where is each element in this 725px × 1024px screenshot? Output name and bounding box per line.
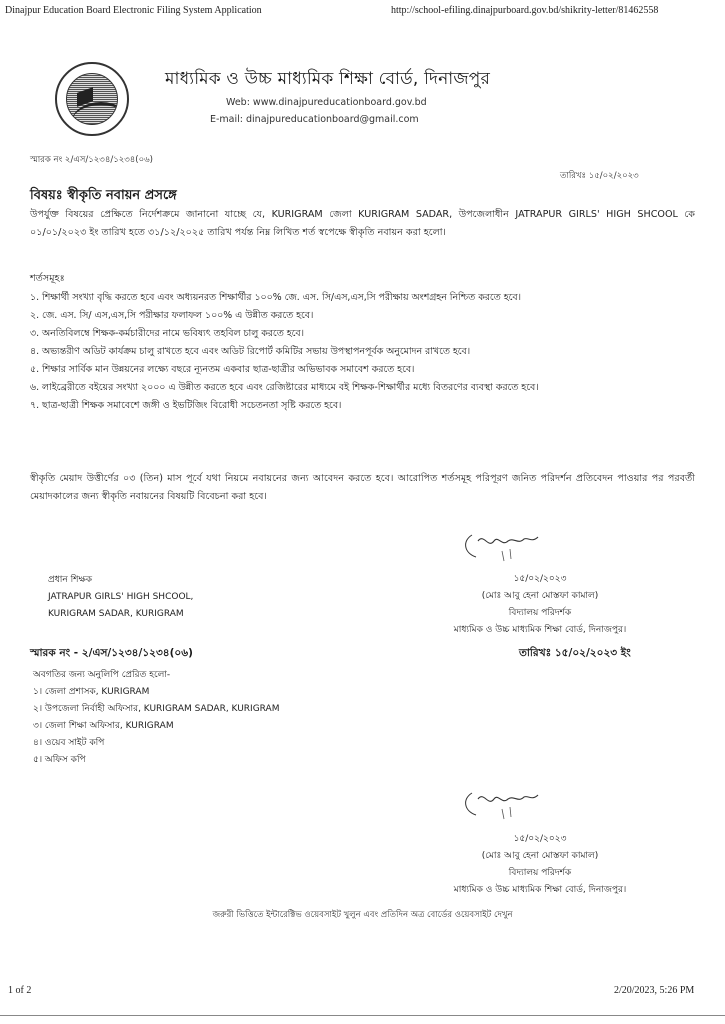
condition-item: ৩. অনতিবিলম্বে শিক্ষক-কর্মচারীদের নামে ভবিষ্যৎ তহবিল চালু করতে হবে। [30,328,304,339]
footer-note: জরুরী ভিত্তিতে ইন্টারেক্টিভ ওয়েবসাইট খুলুন এবং প্রতিদিন অত্র বোর্ডের ওয়েবসাইট দেখুন [212,910,513,920]
letter-date: তারিখঃ ১৫/০২/২০২৩ [560,171,639,181]
print-header-url[interactable]: http://school-efiling.dinajpurboard.gov.bd/shikrity-letter/81462558 [391,5,659,16]
copy-date: তারিখঃ ১৫/০২/২০২৩ ইং [519,647,631,659]
print-timestamp: 2/20/2023, 5:26 PM [614,985,695,996]
condition-item: ৪. অভ্যন্তরীণ অডিট কার্যক্রম চালু রাখতে হবে এবং অডিট রিপোর্ট কমিটির সভায় উপস্থাপনপূর্বক অনুমোদন রাখতে হবে। [30,346,471,357]
recipient-title: প্রধান শিক্ষক [48,575,93,585]
signatory-designation: বিদ্যালয় পরিদর্শক [508,868,572,878]
board-name: মাধ্যমিক ও উচ্চ মাধ্যমিক শিক্ষা বোর্ড, দিনাজপুর [165,69,491,89]
condition-item: ২. জে. এস. সি/ এস,এস,সি পরীক্ষার ফলাফল ১০০% এ উন্নীত করতে হবে। [30,310,314,321]
copy-heading: অবগতির জন্য অনুলিপি প্রেরিত হলো- [33,670,171,680]
closing-paragraph: স্বীকৃতি মেয়াদ উত্তীর্ণের ০৩ (তিন) মাস পূর্বে যথা নিয়মে নবায়নের জন্য আবেদন করতে হবে। আরোপিত শর্তসমূহ পরিপূরণ জনিত পরিদর্শন প্রতিবেদন পাওয়ার পর পরবর্তী মেয়াদকালের জন্য স্বীকৃতি নবায়নের বিষয়টি বিবেচনা করা হবে। [30,473,695,502]
copy-memo-number: স্মারক নং - ২/এস/১২৩৪/১২৩৪(০৬) [30,647,193,659]
subject-heading: বিষয়ঃ স্বীকৃতি নবায়ন প্রসঙ্গে [30,188,177,203]
signatory-block [390,831,690,899]
page-indicator: 1 of 2 [8,985,32,996]
signature-icon [458,785,548,823]
recipient-address: KURIGRAM SADAR, KURIGRAM [48,609,184,619]
board-seal-logo-icon [55,62,129,136]
page-divider [0,1015,725,1016]
conditions-list [30,289,695,415]
signatory-name: (মোঃ আবু হেনা মোস্তফা কামাল) [481,591,599,601]
copy-item: ৪। ওয়েব সাইট কপি [33,738,105,748]
intro-paragraph: উপর্যুক্ত বিষয়ের প্রেক্ষিতে নির্দেশক্রমে জানানো যাচ্ছে যে, KURIGRAM জেলা KURIGRAM SADAR, উপজেলাধীন JATRAPUR GIRLS' HIGH SHCOOL কে ০১/০১/২০২৩ ইং তারিখ হতে ৩১/১২/২০২৫ তারিখ পর্যন্ত নিম্ন লিখিত শর্ত স্বপেক্ষে স্বীকৃতি নবায়ন করা হলো। [30,209,695,238]
board-email[interactable]: E-mail: dinajpureducationboard@gmail.com [210,114,419,125]
copy-distribution-list [33,667,279,769]
board-website[interactable]: Web: www.dinajpureducationboard.gov.bd [226,97,427,108]
signature-icon [458,527,548,565]
recipient-school: JATRAPUR GIRLS' HIGH SHCOOL, [48,592,194,602]
condition-item: ৭. ছাত্র-ছাত্রী শিক্ষক সমাবেশে জঙ্গী ও ইভটিজিং বিরোধী সচেতনতা সৃষ্টি করতে হবে। [30,400,342,411]
conditions-heading: শর্তসমূহঃ [30,273,65,284]
signatory-date: ১৫/০২/২০২৩ [513,574,567,584]
signatory-date: ১৫/০২/২০২৩ [513,834,567,844]
signatory-name: (মোঃ আবু হেনা মোস্তফা কামাল) [481,851,599,861]
condition-item: ৬. লাইব্রেরীতে বইয়ের সংখ্যা ২০০০ এ উন্নীত করতে হবে এবং রেজিষ্টারের মাধ্যমে বই শিক্ষক-শিক্ষার্থীর মধ্যে বিতরণের ব্যবস্থা করতে হবে। [30,382,539,393]
signatory-office: মাধ্যমিক ও উচ্চ মাধ্যমিক শিক্ষা বোর্ড, দিনাজপুর। [453,625,627,635]
condition-item: ১. শিক্ষার্থী সংখ্যা বৃদ্ধি করতে হবে এবং অধ্যয়নরত শিক্ষার্থীর ১০০% জে. এস. সি/এস,এস,সি পরীক্ষায় অংশগ্রহন নিশ্চিত করতে হবে। [30,292,521,303]
copy-item: ৩। জেলা শিক্ষা অফিসার, KURIGRAM [33,721,174,731]
copy-item: ২। উপজেলা নির্বাহী অফিসার, KURIGRAM SADAR, KURIGRAM [33,704,280,714]
signatory-office: মাধ্যমিক ও উচ্চ মাধ্যমিক শিক্ষা বোর্ড, দিনাজপুর। [453,885,627,895]
signatory-designation: বিদ্যালয় পরিদর্শক [508,608,572,618]
condition-item: ৫. শিক্ষার সার্বিক মান উন্নয়নের লক্ষ্যে বছরে ন্যূনতম একবার ছাত্র-ছাত্রীর অভিভাবক সমাবেশ করতে হবে। [30,364,415,375]
copy-item: ১। জেলা প্রশাসক, KURIGRAM [33,687,150,697]
print-header-title: Dinajpur Education Board Electronic Filing System Application [5,5,262,16]
signatory-block [390,571,690,639]
copy-item: ৫। অফিস কপি [33,755,86,765]
memo-number: স্মারক নং ২/এস/১২৩৪/১২৩৪(০৬) [30,155,153,165]
recipient-block [48,572,193,623]
